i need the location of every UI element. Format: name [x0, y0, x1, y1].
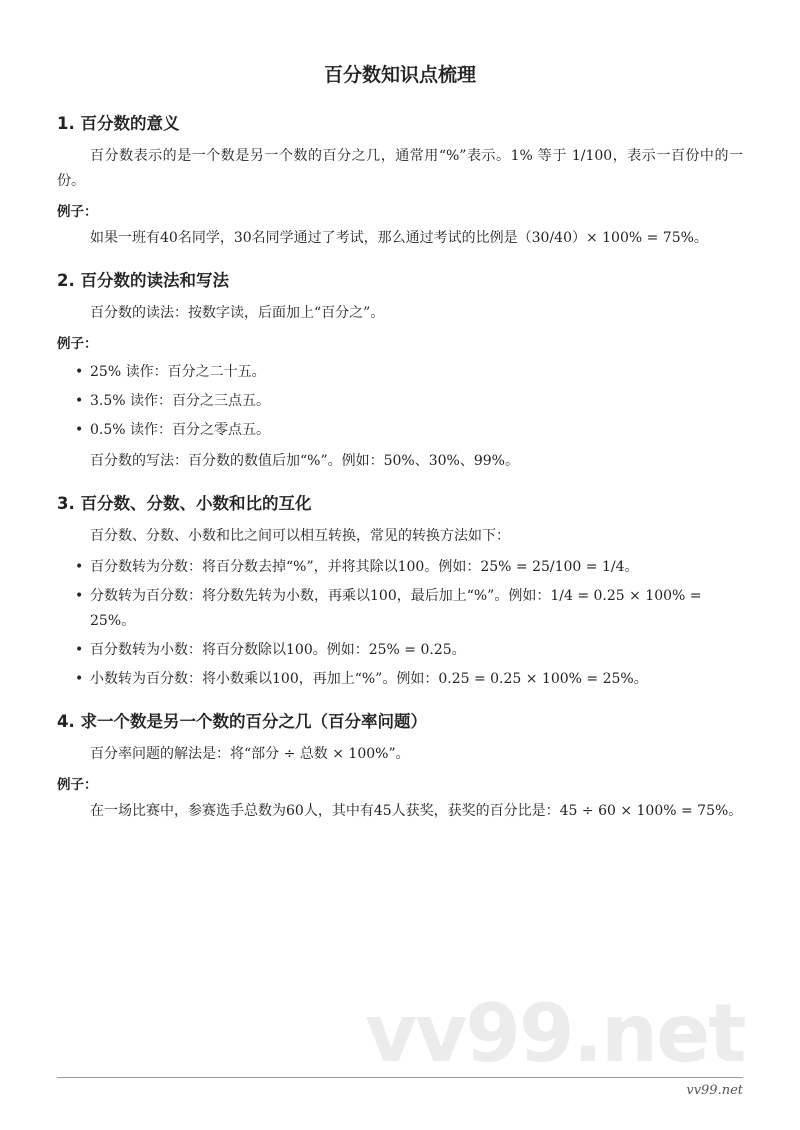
- watermark: vv99.net: [365, 987, 745, 1080]
- list-item: • 0.5% 读作：百分之零点五。: [57, 418, 743, 443]
- section-2-para: 百分数的读法：按数字读，后面加上“百分之”。: [90, 305, 385, 321]
- list-item: • 百分数转为小数：将百分数除以100。例如：25% = 0.25。: [57, 638, 743, 663]
- section-1-heading: 1. 百分数的意义: [57, 114, 180, 133]
- section-3-list: [57, 555, 743, 692]
- section-4-para: 百分率问题的解法是：将“部分 ÷ 总数 × 100%”。: [90, 746, 410, 762]
- section-2-para2: 百分数的写法：百分数的数值后加“%”。例如：50%、30%、99%。: [90, 453, 519, 469]
- footer-text: vv99.net: [686, 1083, 743, 1098]
- footer-divider: [57, 1077, 743, 1078]
- section-2-heading: 2. 百分数的读法和写法: [57, 271, 229, 290]
- section-3-heading: 3. 百分数、分数、小数和比的互化: [57, 494, 312, 513]
- section-1-example-label: 例子：: [57, 204, 98, 220]
- section-1-para: 百分数表示的是一个数是另一个数的百分之几，通常用“%”表示。1% 等于 1/100，表示一百份中的一份。: [57, 148, 743, 189]
- section-2-list: [57, 360, 743, 443]
- section-2-example-label: 例子：: [57, 336, 98, 352]
- section-4-example: 在一场比赛中，参赛选手总数为60人，其中有45人获奖，获奖的百分比是：45 ÷ 60 × 100% = 75%。: [90, 803, 743, 819]
- section-4-example-label: 例子：: [57, 777, 98, 793]
- list-item: • 百分数转为分数：将百分数去掉“%”，并将其除以100。例如：25% = 25/100 = 1/4。: [57, 555, 743, 580]
- page-title: 百分数知识点梳理: [323, 64, 476, 86]
- list-item: • 3.5% 读作：百分之三点五。: [57, 389, 743, 414]
- list-item: • 分数转为百分数：将分数先转为小数，再乘以100，最后加上“%”。例如：1/4 = 0.25 × 100% = 25%。: [57, 584, 743, 634]
- list-item: • 小数转为百分数：将小数乘以100，再加上“%”。例如：0.25 = 0.25 × 100% = 25%。: [57, 667, 743, 692]
- section-4-heading: 4. 求一个数是另一个数的百分之几（百分率问题）: [57, 712, 427, 731]
- section-1-example: 如果一班有40名同学，30名同学通过了考试，那么通过考试的比例是（30/40）× 100% = 75%。: [90, 230, 708, 246]
- document-body: [57, 112, 743, 824]
- list-item: • 25% 读作：百分之二十五。: [57, 360, 743, 385]
- section-3-para: 百分数、分数、小数和比之间可以相互转换，常见的转换方法如下：: [90, 528, 510, 544]
